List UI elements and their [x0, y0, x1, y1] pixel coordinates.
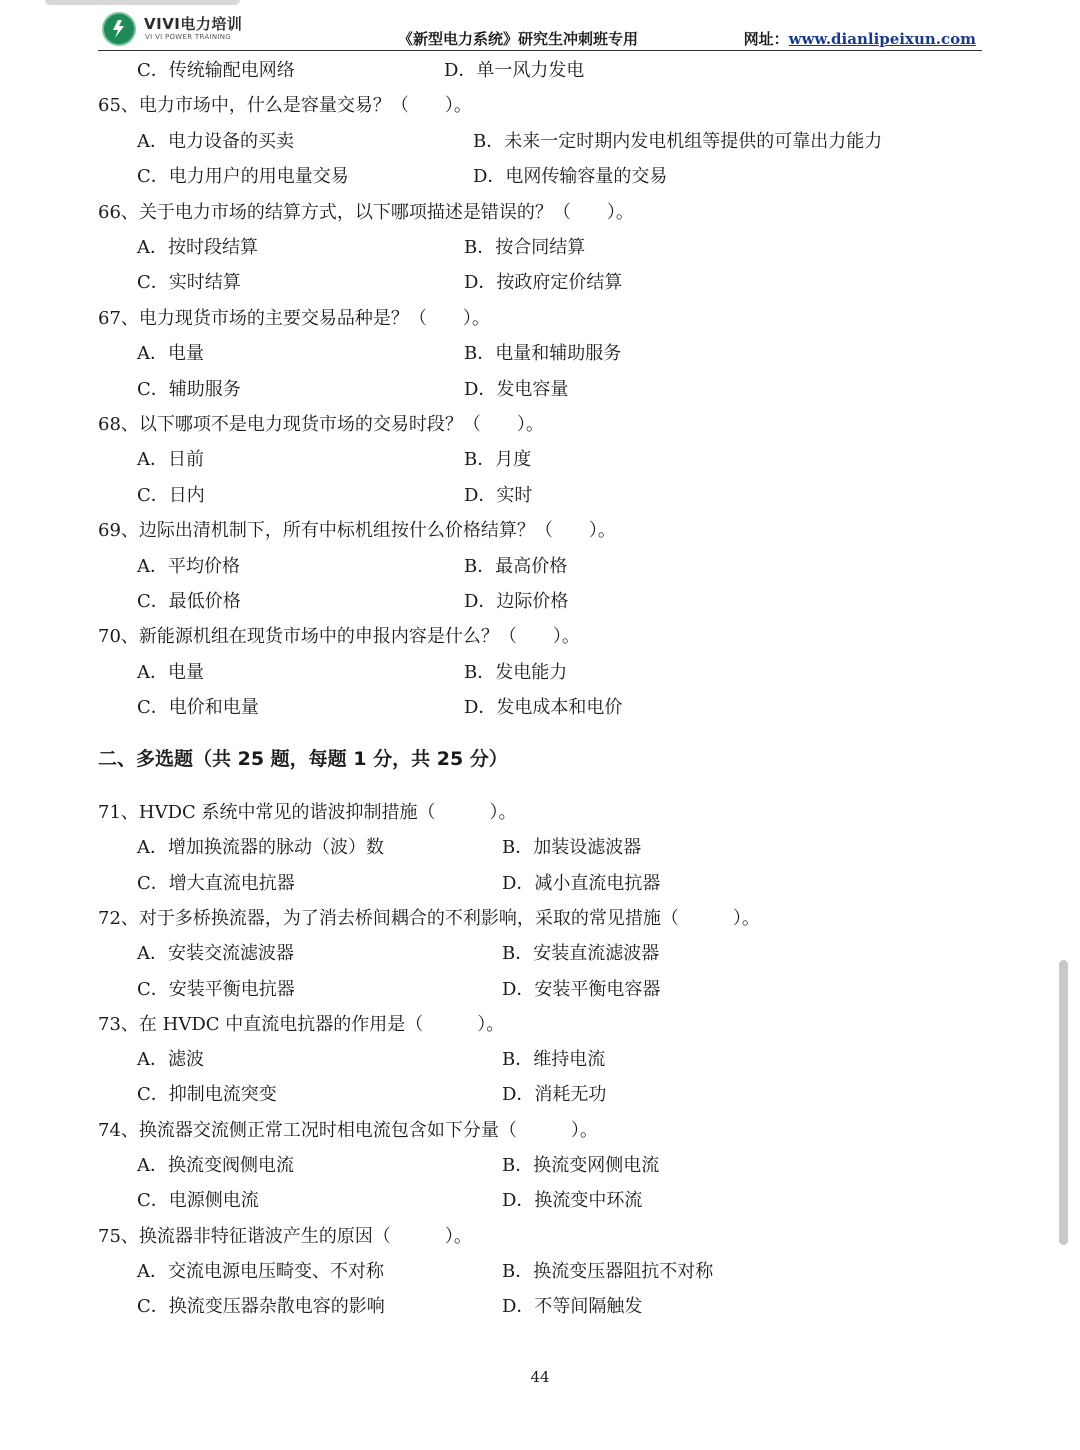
answer-option: D．单一风力发电: [444, 60, 585, 81]
answer-option: A．交流电源电压畸变、不对称: [137, 1260, 384, 1282]
question-stem: 73、在 HVDC 中直流电抗器的作用是（ ）。: [98, 1013, 505, 1035]
question-stem: 69、边际出清机制下，所有中标机组按什么价格结算？（ ）。: [98, 520, 616, 542]
logo-subtitle: VI VI POWER TRAINING: [145, 33, 231, 41]
question-stem: 71、HVDC 系统中常见的谐波抑制措施（ ）。: [98, 802, 517, 823]
answer-option: A．电量: [137, 661, 204, 683]
answer-option: B．换流变压器阻抗不对称: [502, 1260, 714, 1282]
site-label: 网址：: [743, 30, 789, 48]
answer-option: D．发电成本和电价: [464, 697, 623, 719]
question-stem: 74、换流器交流侧正常工况时相电流包含如下分量（ ）。: [98, 1119, 598, 1141]
answer-option: D．不等间隔触发: [502, 1296, 643, 1318]
answer-option: A．电力设备的买卖: [137, 130, 294, 152]
answer-option: C．安装平衡电抗器: [137, 978, 295, 1000]
answer-option: B．未来一定时期内发电机组等提供的可靠出力能力: [473, 130, 883, 152]
question-stem: 75、换流器非特征谐波产生的原因（ ）。: [98, 1225, 472, 1247]
answer-option: D．按政府定价结算: [464, 272, 623, 294]
answer-option: D．电网传输容量的交易: [473, 166, 668, 188]
answer-option: C．增大直流电抗器: [137, 872, 295, 894]
scrollbar-thumb[interactable]: [1059, 960, 1068, 1245]
question-stem: 65、电力市场中，什么是容量交易？（ ）。: [98, 95, 472, 117]
section-heading: 二、多选题（共 25 题，每题 1 分，共 25 分）: [98, 748, 508, 770]
question-stem: 68、以下哪项不是电力现货市场的交易时段？（ ）。: [98, 414, 544, 435]
logo-name: VIVI电力培训: [144, 15, 243, 33]
answer-option: B．维持电流: [502, 1049, 606, 1071]
answer-option: A．换流变阀侧电流: [137, 1155, 294, 1176]
answer-option: B．最高价格: [464, 555, 568, 577]
answer-option: B．月度: [464, 449, 532, 471]
answer-option: D．实时: [464, 484, 533, 506]
answer-option: C．电价和电量: [137, 697, 259, 719]
answer-option: D．消耗无功: [502, 1084, 607, 1106]
answer-option: C．实时结算: [137, 272, 241, 294]
answer-option: C．辅助服务: [137, 378, 241, 400]
answer-option: B．发电能力: [464, 661, 568, 683]
answer-option: D．发电容量: [464, 378, 569, 400]
answer-option: A．平均价格: [137, 555, 240, 577]
answer-option: B．按合同结算: [464, 237, 586, 258]
answer-option: D．换流变中环流: [502, 1190, 643, 1212]
answer-option: D．减小直流电抗器: [502, 872, 661, 894]
answer-option: A．安装交流滤波器: [137, 943, 294, 965]
answer-option: C．最低价格: [137, 591, 241, 612]
page-number: 44: [530, 1368, 550, 1386]
answer-option: D．安装平衡电容器: [502, 978, 661, 1000]
answer-option: A．滤波: [137, 1049, 204, 1071]
answer-option: B．换流变网侧电流: [502, 1155, 660, 1176]
answer-option: D．边际价格: [464, 591, 569, 612]
answer-option: C．抑制电流突变: [137, 1084, 277, 1106]
question-stem: 70、新能源机组在现货市场中的申报内容是什么？（ ）。: [98, 626, 580, 648]
answer-option: C．传统输配电网络: [137, 60, 295, 81]
answer-option: A．电量: [137, 343, 204, 365]
answer-option: C．电力用户的用电量交易: [137, 166, 349, 188]
answer-option: C．日内: [137, 484, 205, 506]
site-link[interactable]: www.dianlipeixun.com: [788, 30, 976, 48]
answer-option: B．安装直流滤波器: [502, 943, 660, 965]
question-stem: 72、对于多桥换流器，为了消去桥间耦合的不利影响，采取的常见措施（ ）。: [98, 907, 760, 929]
answer-option: A．日前: [137, 449, 204, 471]
answer-option: C．换流变压器杂散电容的影响: [137, 1296, 385, 1318]
answer-option: A．增加换流器的脉动（波）数: [137, 837, 384, 859]
header-title: 《新型电力系统》研究生冲刺班专用: [398, 30, 639, 48]
answer-option: C．电源侧电流: [137, 1190, 259, 1212]
question-stem: 66、关于电力市场的结算方式，以下哪项描述是错误的？（ ）。: [98, 201, 634, 223]
answer-option: A．按时段结算: [137, 237, 258, 258]
answer-option: B．电量和辅助服务: [464, 343, 622, 365]
question-stem: 67、电力现货市场的主要交易品种是？（ ）。: [98, 307, 490, 329]
answer-option: B．加装设滤波器: [502, 837, 642, 859]
